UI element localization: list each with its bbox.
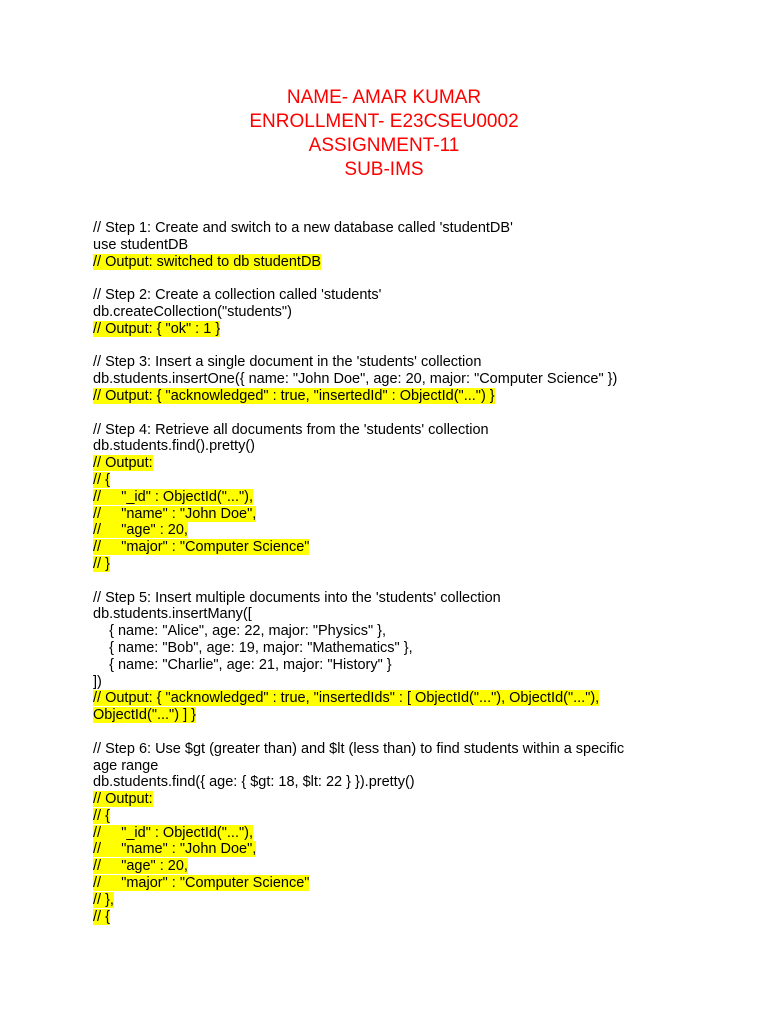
student-name: NAME- AMAR KUMAR <box>286 87 482 108</box>
code-line <box>93 606 713 623</box>
code-line <box>93 590 713 607</box>
highlighted-output-text: ObjectId("...") ] } <box>93 707 196 724</box>
code-text: db.students.find().pretty() <box>93 438 255 455</box>
code-listing <box>93 220 713 925</box>
code-line <box>93 422 713 439</box>
output-line <box>93 791 713 808</box>
enrollment-number: ENROLLMENT- E23CSEU0002 <box>249 111 519 132</box>
code-text: db.students.insertMany([ <box>93 606 252 623</box>
output-line <box>93 858 713 875</box>
code-line <box>93 237 713 254</box>
output-line <box>93 254 713 271</box>
output-line <box>93 825 713 842</box>
output-line <box>93 321 713 338</box>
highlighted-output-text: // Output: { "acknowledged" : true, "insertedId" : ObjectId("...") } <box>93 387 495 404</box>
output-line <box>93 522 713 539</box>
code-line <box>93 623 713 640</box>
code-text: // Step 4: Retrieve all documents from the 'students' collection <box>93 421 489 438</box>
code-line <box>93 304 713 321</box>
code-text: db.students.find({ age: { $gt: 18, $lt: 22 } }).pretty() <box>93 774 415 791</box>
highlighted-output-text: // Output: <box>93 455 153 472</box>
code-text: db.createCollection("students") <box>93 303 292 320</box>
output-line <box>93 892 713 909</box>
highlighted-output-text: // "age" : 20, <box>93 858 188 875</box>
code-text: { name: "Charlie", age: 21, major: "History" } <box>93 656 392 673</box>
code-text: db.students.insertOne({ name: "John Doe", age: 20, major: "Computer Science" }) <box>93 371 618 388</box>
highlighted-output-text: // Output: <box>93 791 153 808</box>
highlighted-output-text: // "_id" : ObjectId("..."), <box>93 488 253 505</box>
output-line <box>93 388 713 405</box>
highlighted-output-text: // Output: switched to db studentDB <box>93 253 322 270</box>
output-line <box>93 556 713 573</box>
code-text: // Step 2: Create a collection called 'students' <box>93 287 382 304</box>
code-line <box>93 354 713 371</box>
code-line <box>93 640 713 657</box>
output-line <box>93 690 713 707</box>
code-line <box>93 657 713 674</box>
code-text: // Step 3: Insert a single document in the 'students' collection <box>93 354 482 371</box>
highlighted-output-text: // } <box>93 555 110 572</box>
output-line <box>93 841 713 858</box>
highlighted-output-text: // { <box>93 908 110 925</box>
code-text: { name: "Alice", age: 22, major: "Physics" }, <box>93 623 386 640</box>
highlighted-output-text: // "name" : "John Doe", <box>93 841 257 858</box>
code-line <box>93 741 713 758</box>
output-line <box>93 539 713 556</box>
blank-line <box>93 270 713 287</box>
subject-name: SUB-IMS <box>344 159 424 180</box>
code-line <box>93 220 713 237</box>
output-line <box>93 808 713 825</box>
highlighted-output-text: // "name" : "John Doe", <box>93 505 257 522</box>
code-line <box>93 674 713 691</box>
highlighted-output-text: // "major" : "Computer Science" <box>93 539 310 556</box>
code-text: // Step 1: Create and switch to a new database called 'studentDB' <box>93 220 513 236</box>
blank-line <box>93 573 713 590</box>
code-text: { name: "Bob", age: 19, major: "Mathematics" }, <box>93 639 413 656</box>
output-line <box>93 489 713 506</box>
code-text: // Step 6: Use $gt (greater than) and $lt (less than) to find students within a specific <box>93 740 625 757</box>
code-text: ]) <box>93 673 102 690</box>
code-line <box>93 287 713 304</box>
code-text: // Step 5: Insert multiple documents into the 'students' collection <box>93 589 501 606</box>
highlighted-output-text: // "major" : "Computer Science" <box>93 875 310 892</box>
output-line <box>93 909 713 926</box>
code-line <box>93 774 713 791</box>
highlighted-output-text: // "_id" : ObjectId("..."), <box>93 824 253 841</box>
highlighted-output-text: // }, <box>93 891 114 908</box>
blank-line <box>93 724 713 741</box>
highlighted-output-text: // { <box>93 471 110 488</box>
document-header <box>0 86 768 182</box>
output-line <box>93 472 713 489</box>
code-line <box>93 758 713 775</box>
code-text: use studentDB <box>93 236 189 253</box>
highlighted-output-text: // "age" : 20, <box>93 522 188 539</box>
output-line <box>93 875 713 892</box>
highlighted-output-text: // Output: { "ok" : 1 } <box>93 320 221 337</box>
code-line <box>93 371 713 388</box>
code-line <box>93 438 713 455</box>
blank-line <box>93 338 713 355</box>
output-line <box>93 455 713 472</box>
code-text: age range <box>93 757 159 774</box>
blank-line <box>93 405 713 422</box>
highlighted-output-text: // { <box>93 807 110 824</box>
assignment-number: ASSIGNMENT-11 <box>308 135 460 156</box>
output-line <box>93 707 713 724</box>
output-line <box>93 506 713 523</box>
highlighted-output-text: // Output: { "acknowledged" : true, "insertedIds" : [ ObjectId("..."), ObjectId("..."), <box>93 690 600 707</box>
